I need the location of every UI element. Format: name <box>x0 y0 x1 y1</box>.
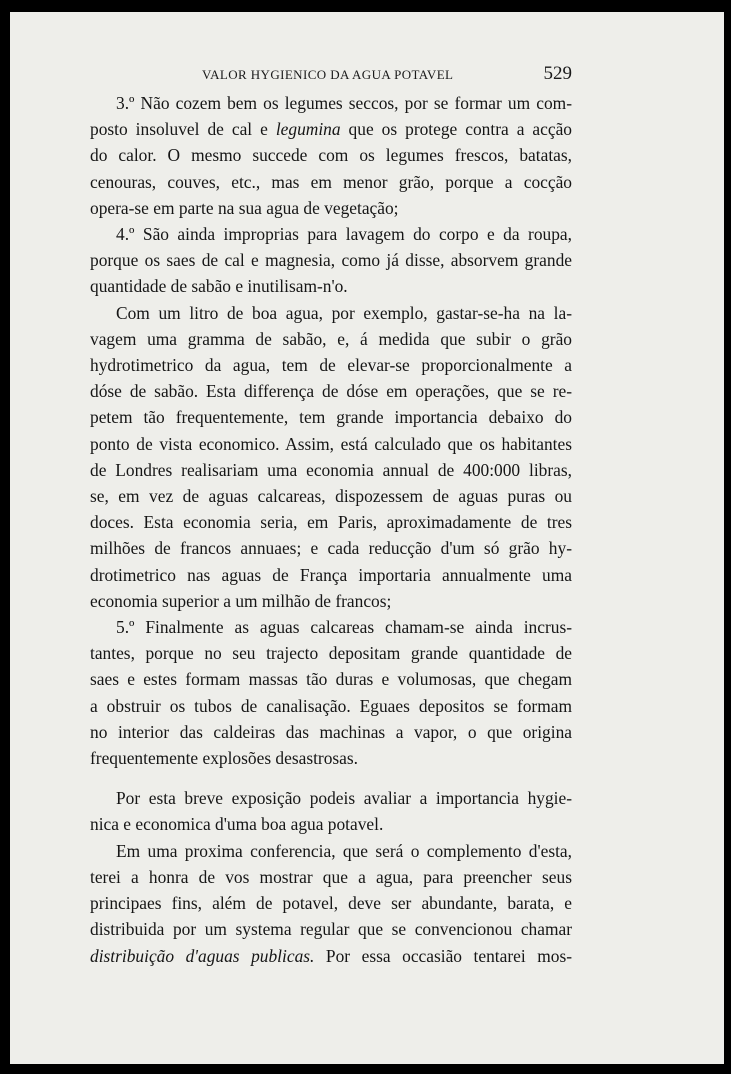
text-line: se, em vez de aguas calcareas, dispozessem de aguas puras ou <box>90 486 572 507</box>
text-line: opera-se em parte na sua agua de vegetação; <box>90 197 399 218</box>
text-line: saes e estes formam massas tão duras e volumosas, que chegam <box>90 669 572 690</box>
text-line: Em uma proxima conferencia, que será o complemento d'esta, <box>116 840 572 861</box>
running-head: VALOR HYGIENICO DA AGUA POTAVEL <box>202 67 454 82</box>
text-fragment: Por essa occasião tentarei mos- <box>314 945 573 966</box>
paragraph-item-3 <box>90 90 572 221</box>
paragraph-summary <box>90 785 572 837</box>
text-fragment: que os protege contra a acção <box>340 119 572 140</box>
text-line: tantes, porque no seu trajecto depositam grande quantidade de <box>90 643 572 664</box>
text-line: nica e economica d'uma boa agua potavel. <box>90 814 384 835</box>
text-line: no interior das caldeiras das machinas a vapor, o que origina <box>90 721 572 742</box>
text-line: frequentemente explosões desastrosas. <box>90 748 359 769</box>
text-line: drotimetrico nas aguas de França importaria annualmente uma <box>90 564 572 585</box>
text-line: terei a honra de vos mostrar que a agua, para preencher seus <box>90 866 572 887</box>
text-line: doces. Esta economia seria, em Paris, aproximadamente de tres <box>90 512 572 533</box>
paragraph-item-5 <box>90 614 572 771</box>
text-line: quantidade de sabão e inutilisam-n'o. <box>90 276 348 297</box>
text-line: milhões de francos annuaes; e cada reducção d'um só grão hy- <box>90 538 572 559</box>
text-line: Por esta breve exposição podeis avaliar a importancia hygie- <box>116 788 572 809</box>
text-line: 5.º Finalmente as aguas calcareas chamam-se ainda incrus- <box>116 617 572 638</box>
text-line: petem tão frequentemente, tem grande importancia debaixo do <box>90 407 572 428</box>
text-line: economia superior a um milhão de francos; <box>90 590 392 611</box>
text-line: dóse de sabão. Esta differença de dóse em operações, que se re- <box>90 381 572 402</box>
text-line <box>90 943 572 969</box>
text-line: vagem uma gramma de sabão, e, á medida que subir o grão <box>90 328 572 349</box>
paragraph-next-conference <box>90 838 572 969</box>
paragraph-item-4 <box>90 221 572 300</box>
page-header <box>90 63 572 85</box>
text-line <box>90 116 572 142</box>
text-line: a obstruir os tubos de canalisação. Eguaes depositos se formam <box>90 695 572 716</box>
body-text <box>90 90 572 969</box>
text-line: distribuida por um systema regular que se convencionou chamar <box>90 919 572 940</box>
text-line: 3.º Não cozem bem os legumes seccos, por se formar um com- <box>116 93 572 113</box>
text-line: porque os saes de cal e magnesia, como já disse, absorvem grande <box>90 250 572 271</box>
text-line: Com um litro de boa agua, por exemplo, gastar-se-ha na la- <box>116 302 572 323</box>
text-line: do calor. O mesmo succede com os legumes frescos, batatas, <box>90 145 572 166</box>
text-fragment: posto insoluvel de cal e <box>90 119 276 140</box>
text-line: ponto de vista economico. Assim, está calculado que os habitantes <box>90 433 572 454</box>
text-line: hydrotimetrico da agua, tem de elevar-se proporcionalmente a <box>90 355 572 376</box>
italic-term: distribuição d'aguas publicas. <box>90 945 315 966</box>
paragraph-soap-economy <box>90 300 572 614</box>
text-line: cenouras, couves, etc., mas em menor grão, porque a cocção <box>90 171 572 192</box>
italic-term: legumina <box>275 119 341 140</box>
page-number: 529 <box>543 63 572 84</box>
text-line: 4.º São ainda improprias para lavagem do corpo e da roupa, <box>116 224 572 245</box>
text-line: principaes fins, além de potavel, deve ser abundante, barata, e <box>90 893 572 914</box>
text-line: de Londres realisariam uma economia annual de 400:000 libras, <box>90 459 572 480</box>
